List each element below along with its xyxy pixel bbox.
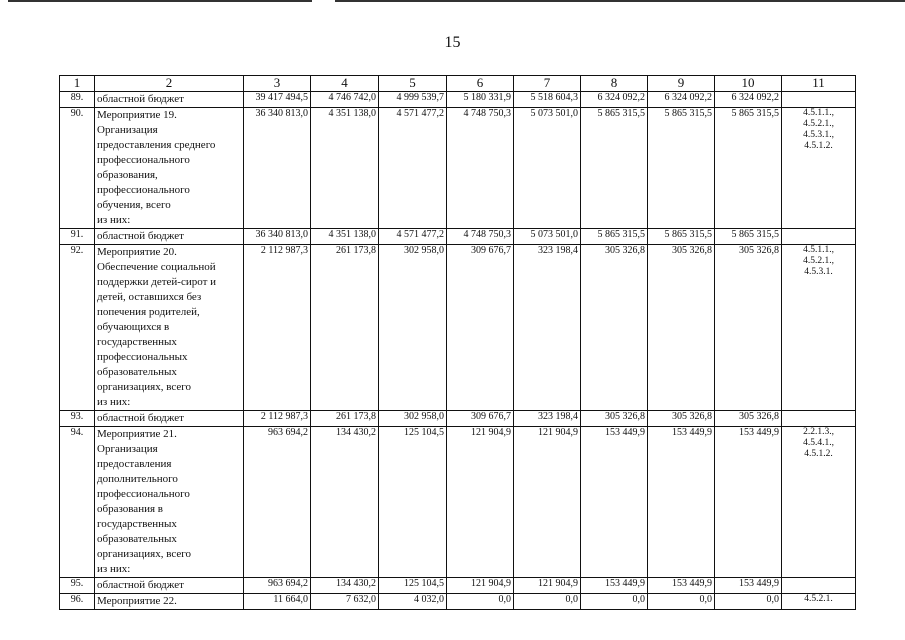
column-header-11: 11 xyxy=(782,76,856,92)
row-code: 4.5.4.1., xyxy=(803,437,834,448)
value-cell-col-4: 261 173,8 xyxy=(311,410,379,426)
value-cell-col-6: 4 748 750,3 xyxy=(447,107,514,228)
column-header-4: 4 xyxy=(311,76,379,92)
value-cell-col-5: 125 104,5 xyxy=(379,426,447,577)
row-name-line: образования, xyxy=(97,168,158,181)
column-header-3: 3 xyxy=(244,76,311,92)
value-cell-col-9: 305 326,8 xyxy=(648,410,715,426)
value-cell-col-7: 0,0 xyxy=(514,593,581,609)
row-code: 4.5.3.1. xyxy=(804,266,833,277)
value-cell-col-5: 4 032,0 xyxy=(379,593,447,609)
row-name xyxy=(95,577,244,593)
row-number: 91. xyxy=(60,228,95,244)
row-name-line: областной бюджет xyxy=(97,411,184,424)
value-cell-col-4: 4 746 742,0 xyxy=(311,91,379,107)
row-name-line: Мероприятие 19. xyxy=(97,108,177,121)
value-cell-col-3: 39 417 494,5 xyxy=(244,91,311,107)
row-code: 4.5.3.1., xyxy=(803,129,834,140)
value-cell-col-3: 2 112 987,3 xyxy=(244,410,311,426)
row-number: 93. xyxy=(60,410,95,426)
value-cell-col-4: 261 173,8 xyxy=(311,244,379,410)
row-name xyxy=(95,107,244,228)
row-name xyxy=(95,410,244,426)
row-name-line: из них: xyxy=(97,562,131,575)
value-cell-col-10: 0,0 xyxy=(715,593,782,609)
value-cell-col-9: 153 449,9 xyxy=(648,577,715,593)
table-row xyxy=(60,107,856,228)
value-cell-col-3: 963 694,2 xyxy=(244,426,311,577)
row-number: 89. xyxy=(60,91,95,107)
value-cell-col-9: 305 326,8 xyxy=(648,244,715,410)
row-code: 4.5.1.2. xyxy=(804,448,833,459)
row-name-line: образования в xyxy=(97,502,163,515)
row-name-line: предоставления xyxy=(97,457,172,470)
row-name-line: Мероприятие 22. xyxy=(97,594,177,607)
row-number: 94. xyxy=(60,426,95,577)
row-codes xyxy=(782,593,856,609)
column-header-2: 2 xyxy=(95,76,244,92)
row-name-line: государственных xyxy=(97,335,177,348)
row-name-line: Мероприятие 21. xyxy=(97,427,177,440)
row-name xyxy=(95,228,244,244)
row-name-line: областной бюджет xyxy=(97,578,184,591)
row-codes xyxy=(782,410,856,426)
table-row xyxy=(60,410,856,426)
column-header-10: 10 xyxy=(715,76,782,92)
row-number: 92. xyxy=(60,244,95,410)
page-number: 15 xyxy=(444,34,461,51)
row-name-line: Обеспечение социальной xyxy=(97,260,216,273)
value-cell-col-6: 121 904,9 xyxy=(447,577,514,593)
row-name xyxy=(95,593,244,609)
row-name-line: профессионального xyxy=(97,153,190,166)
row-codes xyxy=(782,577,856,593)
value-cell-col-5: 4 571 477,2 xyxy=(379,107,447,228)
value-cell-col-8: 6 324 092,2 xyxy=(581,91,648,107)
value-cell-col-10: 5 865 315,5 xyxy=(715,107,782,228)
value-cell-col-5: 302 958,0 xyxy=(379,410,447,426)
value-cell-col-10: 6 324 092,2 xyxy=(715,91,782,107)
value-cell-col-3: 2 112 987,3 xyxy=(244,244,311,410)
row-name xyxy=(95,244,244,410)
row-name-line: из них: xyxy=(97,213,131,226)
value-cell-col-9: 0,0 xyxy=(648,593,715,609)
value-cell-col-4: 134 430,2 xyxy=(311,426,379,577)
row-name-line: из них: xyxy=(97,395,131,408)
value-cell-col-8: 153 449,9 xyxy=(581,426,648,577)
value-cell-col-8: 5 865 315,5 xyxy=(581,228,648,244)
table-row xyxy=(60,426,856,577)
header-row xyxy=(60,76,856,92)
row-codes xyxy=(782,107,856,228)
value-cell-col-7: 121 904,9 xyxy=(514,426,581,577)
value-cell-col-10: 153 449,9 xyxy=(715,577,782,593)
value-cell-col-8: 305 326,8 xyxy=(581,244,648,410)
row-name-line: государственных xyxy=(97,517,177,530)
row-name-line: профессиональных xyxy=(97,350,188,363)
value-cell-col-9: 5 865 315,5 xyxy=(648,107,715,228)
value-cell-col-3: 963 694,2 xyxy=(244,577,311,593)
value-cell-col-9: 5 865 315,5 xyxy=(648,228,715,244)
value-cell-col-10: 5 865 315,5 xyxy=(715,228,782,244)
row-name-line: образовательных xyxy=(97,532,177,545)
row-name-line: Организация xyxy=(97,123,158,136)
row-name-line: областной бюджет xyxy=(97,229,184,242)
table-row xyxy=(60,228,856,244)
value-cell-col-7: 5 073 501,0 xyxy=(514,228,581,244)
top-scan-rule xyxy=(0,0,905,2)
value-cell-col-4: 4 351 138,0 xyxy=(311,107,379,228)
row-code: 4.5.1.1., xyxy=(803,244,834,255)
table-row xyxy=(60,244,856,410)
row-code: 4.5.1.1., xyxy=(803,107,834,118)
row-name-line: попечения родителей, xyxy=(97,305,200,318)
row-name-line: Мероприятие 20. xyxy=(97,245,177,258)
value-cell-col-8: 305 326,8 xyxy=(581,410,648,426)
value-cell-col-3: 36 340 813,0 xyxy=(244,228,311,244)
value-cell-col-7: 5 073 501,0 xyxy=(514,107,581,228)
value-cell-col-6: 4 748 750,3 xyxy=(447,228,514,244)
row-code: 4.5.2.1. xyxy=(804,593,833,604)
column-header-8: 8 xyxy=(581,76,648,92)
value-cell-col-9: 153 449,9 xyxy=(648,426,715,577)
value-cell-col-10: 153 449,9 xyxy=(715,426,782,577)
value-cell-col-7: 5 518 604,3 xyxy=(514,91,581,107)
row-name-line: поддержки детей-сирот и xyxy=(97,275,217,288)
row-name-line: детей, оставшихся без xyxy=(97,290,202,303)
value-cell-col-8: 5 865 315,5 xyxy=(581,107,648,228)
value-cell-col-8: 153 449,9 xyxy=(581,577,648,593)
row-name-line: образовательных xyxy=(97,365,177,378)
value-cell-col-4: 4 351 138,0 xyxy=(311,228,379,244)
value-cell-col-6: 5 180 331,9 xyxy=(447,91,514,107)
column-header-9: 9 xyxy=(648,76,715,92)
row-name-line: обучения, всего xyxy=(97,198,171,211)
budget-table xyxy=(59,75,856,610)
column-header-6: 6 xyxy=(447,76,514,92)
value-cell-col-3: 36 340 813,0 xyxy=(244,107,311,228)
value-cell-col-5: 4 571 477,2 xyxy=(379,228,447,244)
value-cell-col-9: 6 324 092,2 xyxy=(648,91,715,107)
row-name-line: дополнительного xyxy=(97,472,178,485)
value-cell-col-6: 309 676,7 xyxy=(447,244,514,410)
row-name xyxy=(95,426,244,577)
row-number: 90. xyxy=(60,107,95,228)
table-row xyxy=(60,593,856,609)
row-code: 4.5.2.1., xyxy=(803,118,834,129)
row-name-line: предоставления среднего xyxy=(97,138,216,151)
value-cell-col-6: 121 904,9 xyxy=(447,426,514,577)
value-cell-col-7: 121 904,9 xyxy=(514,577,581,593)
row-name-line: обучающихся в xyxy=(97,320,170,333)
value-cell-col-3: 11 664,0 xyxy=(244,593,311,609)
row-code: 2.2.1.3., xyxy=(803,426,834,437)
row-name-line: областной бюджет xyxy=(97,92,184,105)
row-name xyxy=(95,91,244,107)
value-cell-col-6: 0,0 xyxy=(447,593,514,609)
row-codes xyxy=(782,228,856,244)
column-header-1: 1 xyxy=(60,76,95,92)
row-codes xyxy=(782,244,856,410)
row-code: 4.5.1.2. xyxy=(804,140,833,151)
row-name-line: Организация xyxy=(97,442,158,455)
value-cell-col-7: 323 198,4 xyxy=(514,410,581,426)
value-cell-col-10: 305 326,8 xyxy=(715,244,782,410)
column-header-7: 7 xyxy=(514,76,581,92)
table-body xyxy=(60,76,856,610)
value-cell-col-5: 4 999 539,7 xyxy=(379,91,447,107)
row-codes xyxy=(782,426,856,577)
row-name-line: профессионального xyxy=(97,183,190,196)
value-cell-col-5: 125 104,5 xyxy=(379,577,447,593)
row-name-line: организациях, всего xyxy=(97,547,191,560)
value-cell-col-10: 305 326,8 xyxy=(715,410,782,426)
value-cell-col-5: 302 958,0 xyxy=(379,244,447,410)
value-cell-col-4: 134 430,2 xyxy=(311,577,379,593)
value-cell-col-6: 309 676,7 xyxy=(447,410,514,426)
row-number: 95. xyxy=(60,577,95,593)
row-name-line: организациях, всего xyxy=(97,380,191,393)
row-name-line: профессионального xyxy=(97,487,190,500)
value-cell-col-7: 323 198,4 xyxy=(514,244,581,410)
row-code: 4.5.2.1., xyxy=(803,255,834,266)
value-cell-col-8: 0,0 xyxy=(581,593,648,609)
row-codes xyxy=(782,91,856,107)
value-cell-col-4: 7 632,0 xyxy=(311,593,379,609)
row-number: 96. xyxy=(60,593,95,609)
table-row xyxy=(60,577,856,593)
table-row xyxy=(60,91,856,107)
column-header-5: 5 xyxy=(379,76,447,92)
